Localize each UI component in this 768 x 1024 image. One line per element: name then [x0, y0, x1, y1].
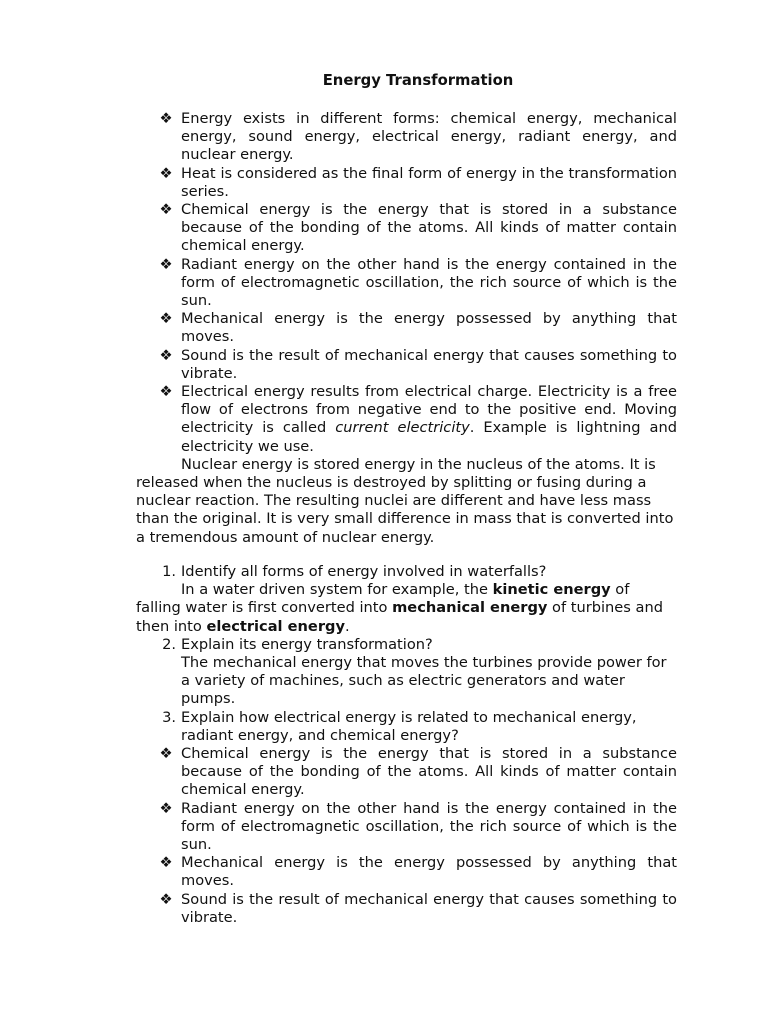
diamond-bullet-icon: ❖	[159, 383, 173, 401]
diamond-bullet-icon: ❖	[159, 890, 173, 908]
diamond-bullet-icon: ❖	[159, 255, 173, 273]
nuclear-paragraph: Nuclear energy is stored energy in the nucleus of the atoms. It is released when the nucleus is destroyed by splitting or fusing during a nuclear reaction. The resulting nuclei are different and have less mass than the original. It is very small difference in mass that is converted into a tremendous amount of nuclear energy.	[136, 455, 674, 546]
answer-paragraph: The mechanical energy that moves the turbines provide power for a variety of machines, such as electric generators and water pumps.	[181, 654, 667, 708]
answer-bold-text: electrical energy	[206, 617, 345, 635]
answer-bold-text: kinetic energy	[492, 581, 611, 599]
bullet-text: Radiant energy on the other hand is the energy contained in the form of electromagnetic oscillation, the rich source of which is the sun.	[181, 799, 677, 854]
bullet-item	[136, 110, 677, 165]
question-number: 1.	[162, 563, 176, 580]
bullet-item	[136, 854, 677, 890]
question-text: Explain its energy transformation?	[181, 635, 433, 653]
question-item	[136, 709, 677, 745]
diamond-bullet-icon: ❖	[159, 310, 173, 328]
answer-text: of falling water is first converted into	[136, 581, 630, 617]
bullet-text: Mechanical energy is the energy possessed by anything that moves.	[181, 854, 677, 890]
bullet-text: Energy exists in different forms: chemical energy, mechanical energy, sound energy, electrical energy, radiant energy, and nuclear energy.	[181, 110, 677, 164]
bullet-text: Electrical energy results from electrical charge. Electricity is a free flow of electrons from negative end to the positive end. Moving electricity is called	[181, 383, 677, 437]
answer-bold-text: mechanical energy	[392, 599, 548, 617]
diamond-bullet-icon: ❖	[159, 346, 173, 364]
diamond-bullet-icon: ❖	[159, 799, 173, 817]
question-item	[136, 636, 677, 654]
bullet-text: Sound is the result of mechanical energy that causes something to vibrate.	[181, 346, 677, 382]
bullet-text: . Example is lightning and electricity we use.	[181, 419, 677, 455]
question-number: 3.	[162, 708, 176, 726]
diamond-bullet-icon: ❖	[159, 110, 173, 127]
bullet-text: Chemical energy is the energy that is stored in a substance because of the bonding of the atoms. All kinds of matter contain chemical energy.	[181, 745, 677, 799]
bullet-item	[136, 256, 677, 311]
bullet-item	[136, 310, 677, 346]
intro-section	[136, 110, 677, 547]
bullet-item	[136, 745, 677, 800]
answer-text: In a water driven system for example, the	[181, 581, 493, 599]
diamond-bullet-icon: ❖	[159, 854, 173, 872]
emphasis-text: current electricity	[335, 419, 470, 437]
bullet-item	[136, 165, 677, 201]
bullet-item	[136, 800, 677, 855]
bullet-text: Chemical energy is the energy that is stored in a substance because of the bonding of the atoms. All kinds of matter contain chemical energy.	[181, 201, 677, 255]
diamond-bullet-icon: ❖	[159, 745, 173, 763]
bullet-item	[136, 891, 677, 927]
answer-text: .	[345, 617, 350, 635]
bullet-item	[136, 347, 677, 383]
question-text: Identify all forms of energy involved in waterfalls?	[181, 563, 547, 580]
answer-paragraph	[136, 581, 677, 636]
diamond-bullet-icon: ❖	[159, 164, 173, 182]
question-number: 2.	[162, 635, 176, 653]
bullet-text: Mechanical energy is the energy possessed by anything that moves.	[181, 310, 677, 346]
bullet-text: Heat is considered as the final form of energy in the transformation series.	[181, 164, 677, 200]
question-text: Explain how electrical energy is related to mechanical energy, radiant energy, and chemical energy?	[181, 708, 637, 744]
bullet-text: Radiant energy on the other hand is the energy contained in the form of electromagnetic oscillation, the rich source of which is the sun.	[181, 255, 677, 310]
question-item	[136, 563, 677, 581]
bullet-text: Sound is the result of mechanical energy that causes something to vibrate.	[181, 890, 677, 926]
diamond-bullet-icon: ❖	[159, 201, 173, 219]
page-title: Energy Transformation	[322, 72, 514, 89]
bullet-item-electrical	[136, 383, 677, 456]
bullet-item	[136, 201, 677, 256]
answer-text: of turbines and then into	[136, 599, 663, 635]
questions-section	[136, 563, 677, 927]
